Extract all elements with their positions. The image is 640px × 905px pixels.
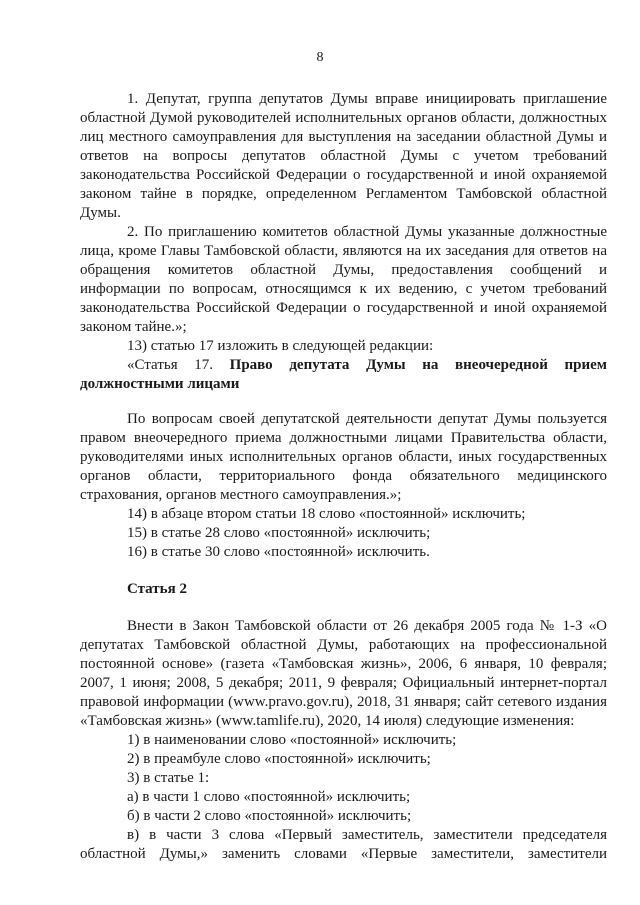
article-17-heading xyxy=(80,356,607,394)
spacer xyxy=(80,599,607,617)
article-17-title: Право депутата Думы на внеочередной прием должностными лицами xyxy=(80,357,607,392)
article-2-heading: Статья 2 xyxy=(127,581,187,597)
spacer xyxy=(80,394,607,410)
page-number: 8 xyxy=(316,50,324,65)
paragraph-invite-heads: 1. Депутат, группа депутатов Думы вправе инициировать приглашение областной Думой руководителей исполнительных органов области, должностных лиц местного самоуправления для выступления на заседании областной Думы и ответов на вопросы депутатов областной Думы с учетом требований законодательства Российской Федерации о государственной и иной охраняемой законом тайне в порядке, определенном Регламентом Тамбовской областной Думы. xyxy=(80,91,607,221)
article-17-body: По вопросам своей депутатской деятельности депутат Думы пользуется правом внеочередного приема должностными лицами Правительства области, руководителями иных исполнительных органов области, иных государственных органов области, территориального фонда обязательного медицинского страхования, органов местного самоуправления.»; xyxy=(80,411,607,503)
list-item: 16) в статье 30 слово «постоянной» исключить. xyxy=(127,544,430,560)
list-item: 3) в статье 1: xyxy=(127,770,210,786)
document-body xyxy=(80,90,607,864)
list-item: 15) в статье 28 слово «постоянной» исключить; xyxy=(127,525,431,541)
article-17-prefix: «Статья 17. xyxy=(127,357,214,373)
list-item: 14) в абзаце втором статьи 18 слово «постоянной» исключить; xyxy=(127,506,526,522)
list-item: 1) в наименовании слово «постоянной» исключить; xyxy=(127,732,457,748)
paragraph-committee-invite: 2. По приглашению комитетов областной Думы указанные должностные лица, кроме Главы Тамбовской области, являются на их заседания для ответов на обращения комитетов областной Думы, предоставления сообщений и информации по вопросам, относящимся к их ведению, с учетом требований законодательства Российской Федерации о государственной и иной охраняемой законом тайне.»; xyxy=(80,224,607,335)
spacer xyxy=(80,562,607,580)
list-item-last: в) в части 3 слова «Первый заместитель, заместители председателя областной Думы,» заменить словами «Первые заместители, заместители xyxy=(80,827,607,862)
list-item: 13) статью 17 изложить в следующей редакции: xyxy=(127,338,434,354)
list-item: а) в части 1 слово «постоянной» исключить; xyxy=(127,789,411,805)
list-item: 2) в преамбуле слово «постоянной» исключить; xyxy=(127,751,431,767)
list-item: б) в части 2 слово «постоянной» исключить; xyxy=(127,808,412,824)
article-2-intro: Внести в Закон Тамбовской области от 26 декабря 2005 года № 1-З «О депутатах Тамбовской областной Думы, работающих на профессиональной постоянной основе» (газета «Тамбовская жизнь», 2006, 6 января, 10 февраля; 2007, 1 июня; 2008, 5 декабря; 2011, 9 февраля; Официальный интернет-портал правовой информации (www.pravo.gov.ru), 2018, 31 января; сайт сетевого издания «Тамбовская жизнь» (www.tamlife.ru), 2020, 14 июля) следующие изменения: xyxy=(80,618,607,729)
